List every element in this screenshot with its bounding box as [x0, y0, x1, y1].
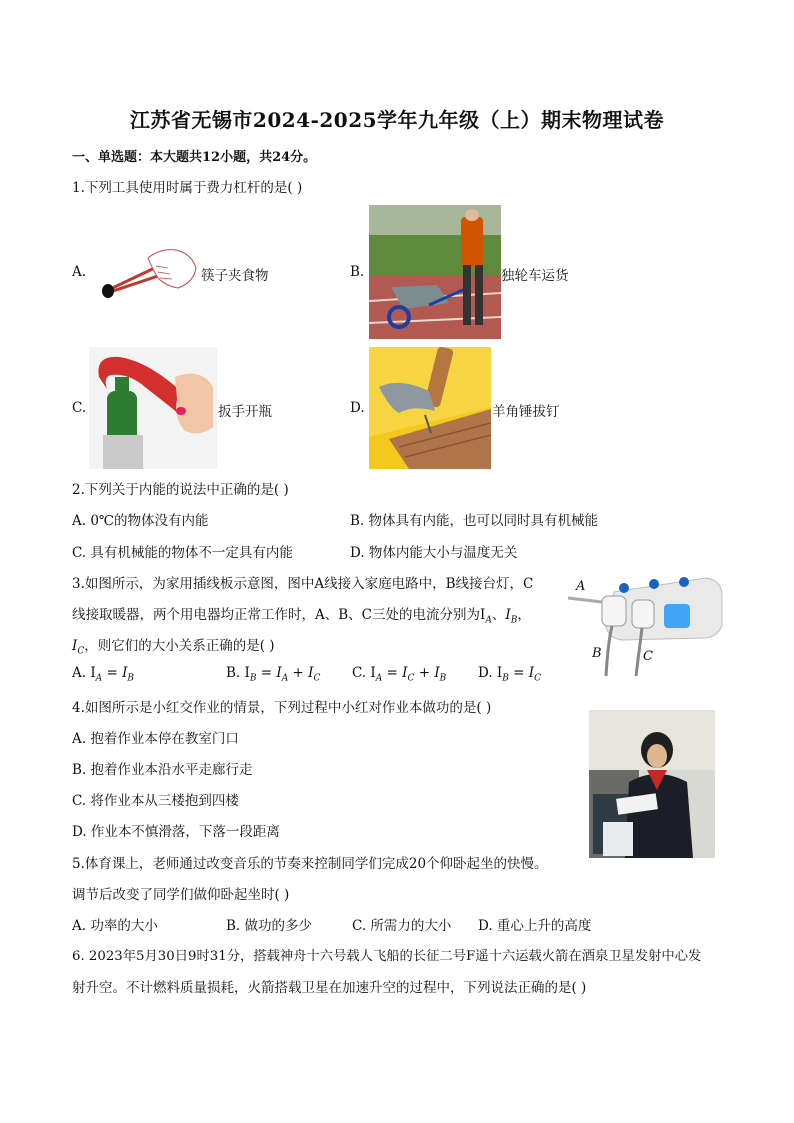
q1-option-b-letter: B.: [350, 264, 365, 280]
q2-option-b: B. 物体具有内能，也可以同时具有机械能: [350, 513, 599, 529]
q1-option-a-text: 筷子夹食物: [201, 268, 269, 284]
q2-option-c: C. 具有机械能的物体不一定具有内能: [72, 545, 293, 561]
q3-stem-line3-text: ，则它们的大小关系正确的是( ): [84, 638, 275, 654]
page-title: 江苏省无锡市2024-2025学年九年级（上）期末物理试卷: [129, 108, 665, 132]
q5-option-b: B. 做功的多少: [226, 918, 313, 934]
q3-option-c: C. $I_A = I_C + I_B$: [352, 665, 447, 684]
q1-option-d-text: 羊角锤拔钉: [492, 404, 560, 420]
q4-option-a: A. 抱着作业本停在教室门口: [72, 731, 239, 747]
q4-option-d: D. 作业本不慎滑落，下落一段距离: [72, 824, 280, 840]
chopsticks-image: [96, 244, 200, 302]
q3-stem-line2: 线接取暖器，两个用电器均正常工作时，A、B、C三处的电流分别为$I_A$、$I_B$，: [72, 607, 531, 626]
q2-option-a: A. 0℃的物体没有内能: [72, 513, 209, 529]
q1-stem: 1.下列工具使用时属于费力杠杆的是( ): [72, 180, 303, 196]
q3-option-a: A. $I_A = I_B$: [72, 665, 135, 684]
q4-stem: 4.如图所示是小红交作业的情景，下列过程中小红对作业本做功的是( ): [72, 700, 492, 716]
q6-stem-line2: 射升空。不计燃料质量损耗，火箭搭载卫星在加速升空的过程中，下列说法正确的是( ): [72, 980, 587, 996]
claw-hammer-image: [369, 347, 491, 469]
label-a: A: [576, 579, 586, 594]
wheelbarrow-image: [369, 205, 501, 339]
q5-option-d: D. 重心上升的高度: [478, 918, 592, 934]
section-heading: 一、单选题：本大题共12小题，共24分。: [72, 150, 317, 165]
label-b: B: [592, 646, 602, 661]
label-c: C: [643, 649, 653, 664]
q3-stem-line2-text: 线接取暖器，两个用电器均正常工作时，A、B、C三处的电流分别为I: [72, 607, 486, 623]
q1-option-d-letter: D.: [350, 400, 365, 416]
bottle-opener-image: [89, 347, 217, 469]
q5-option-c: C. 所需力的大小: [352, 918, 452, 934]
q3-stem-line3: $I_C$，则它们的大小关系正确的是( ): [72, 638, 275, 657]
q4-option-b: B. 抱着作业本沿水平走廊行走: [72, 762, 253, 778]
q1-option-c-text: 扳手开瓶: [218, 404, 272, 420]
q3-option-d: D. $I_B = I_C$: [478, 665, 542, 684]
q5-stem-line1: 5.体育课上，老师通过改变音乐的节奏来控制同学们完成20个仰卧起坐的快慢。: [72, 856, 548, 872]
q2-option-d: D. 物体内能大小与温度无关: [350, 545, 518, 561]
q3-stem-line1: 3.如图所示，为家用插线板示意图，图中A线接入家庭电路中，B线接台灯，C: [72, 576, 534, 592]
q4-option-c: C. 将作业本从三楼抱到四楼: [72, 793, 239, 809]
q2-stem: 2.下列关于内能的说法中正确的是( ): [72, 482, 289, 498]
classroom-photo: [589, 710, 715, 858]
q1-option-a-letter: A.: [72, 264, 87, 280]
q5-stem-line2: 调节后改变了同学们做仰卧起坐时( ): [72, 887, 290, 903]
q1-option-b-text: 独轮车运货: [501, 268, 569, 284]
q6-stem-line1: 6. 2023年5月30日9时31分，搭载神舟十六号载人飞船的长征二号F遥十六运载火箭在酒泉卫星发射中心发: [72, 949, 702, 964]
q3-option-b: B. $I_B = I_A + I_C$: [226, 665, 321, 684]
q1-option-c-letter: C.: [72, 400, 87, 416]
q5-option-a: A. 功率的大小: [72, 918, 158, 934]
